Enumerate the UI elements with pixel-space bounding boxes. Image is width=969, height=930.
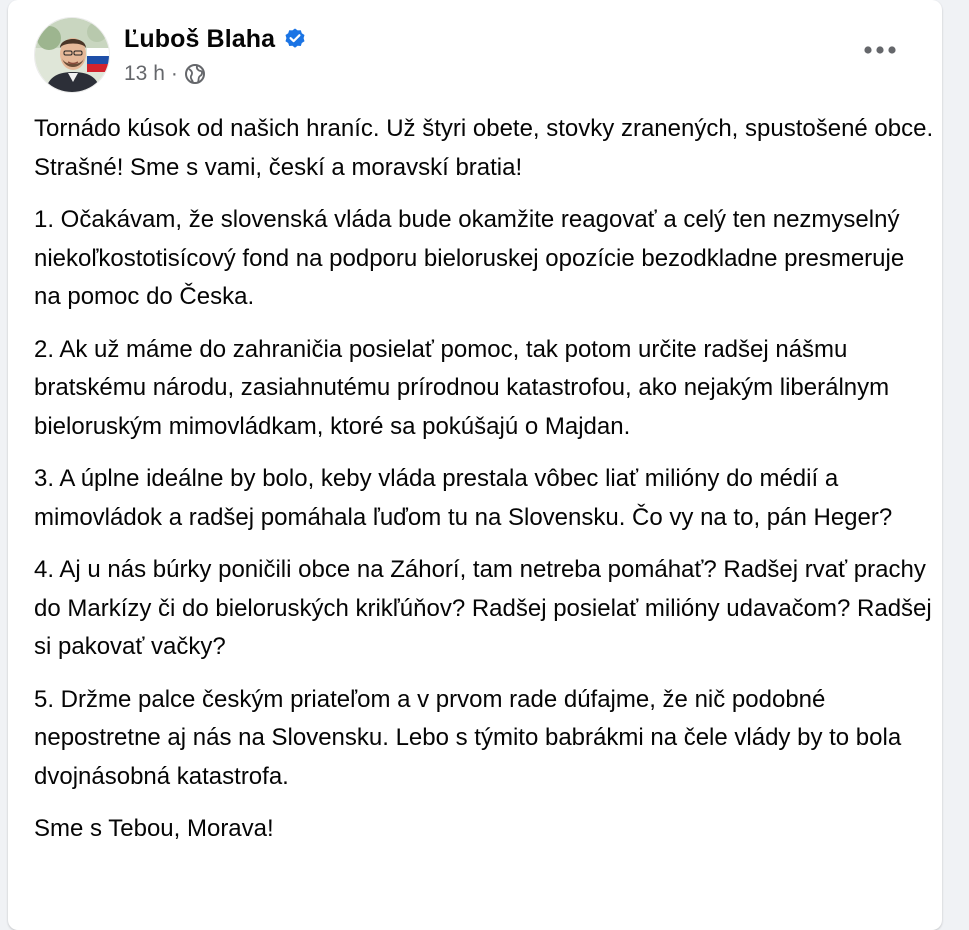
post-body [34,110,934,863]
post-paragraph: 1. Očakávam, že slovenská vláda bude okamžite reagovať a celý ten nezmyselný niekoľkostotisícový fond na podporu bieloruskej opozície bezodkladne presmeruje na pomoc do Česka. [34,206,905,310]
post-paragraph: 5. Držme palce českým priateľom a v prvom rade dúfajme, že nič podobné nepostretne aj nás na Slovensku. Lebo s týmito babrákmi na čele vlády by to bola dvojnásobná katastrofa. [34,685,902,790]
author-row [124,22,307,56]
author-name[interactable]: Ľuboš Blaha [124,24,276,53]
more-options-icon [863,45,897,55]
post-meta [124,60,206,88]
post-paragraph: 3. A úplne ideálne by bolo, keby vláda prestala vôbec liať milióny do médií a mimovládok a radšej pomáhala ľuďom tu na Slovensku. Čo vy na to, pán Heger? [34,465,893,531]
meta-separator: · [170,62,178,85]
post-paragraph: Sme s Tebou, Morava! [34,815,274,842]
post-paragraph: Tornádo kúsok od našich hraníc. Už štyri obete, stovky zranených, spustošené obce. Strašné! Sme s vami, českí a moravskí bratia! [34,115,934,181]
more-options-button[interactable] [854,28,906,72]
globe-icon[interactable] [184,63,206,85]
post-timestamp[interactable]: 13 h [124,62,165,85]
post-card [8,0,942,930]
avatar-image [35,18,110,93]
post-paragraph: 2. Ak už máme do zahraničia posielať pomoc, tak potom určite radšej nášmu bratskému národu, zasiahnutému prírodnou katastrofou, ako nejakým liberálnym bieloruským mimovládkam, ktoré sa pokúšajú o Majdan. [34,335,890,440]
author-avatar[interactable] [34,17,110,93]
post-paragraph: 4. Aj u nás búrky poničili obce na Záhorí, tam netreba pomáhať? Radšej rvať prachy do Markízy či do bieloruských krikľúňov? Radšej posielať milióny udavačom? Radšej si pakovať vačky? [34,556,932,660]
verified-badge-icon [283,27,307,51]
